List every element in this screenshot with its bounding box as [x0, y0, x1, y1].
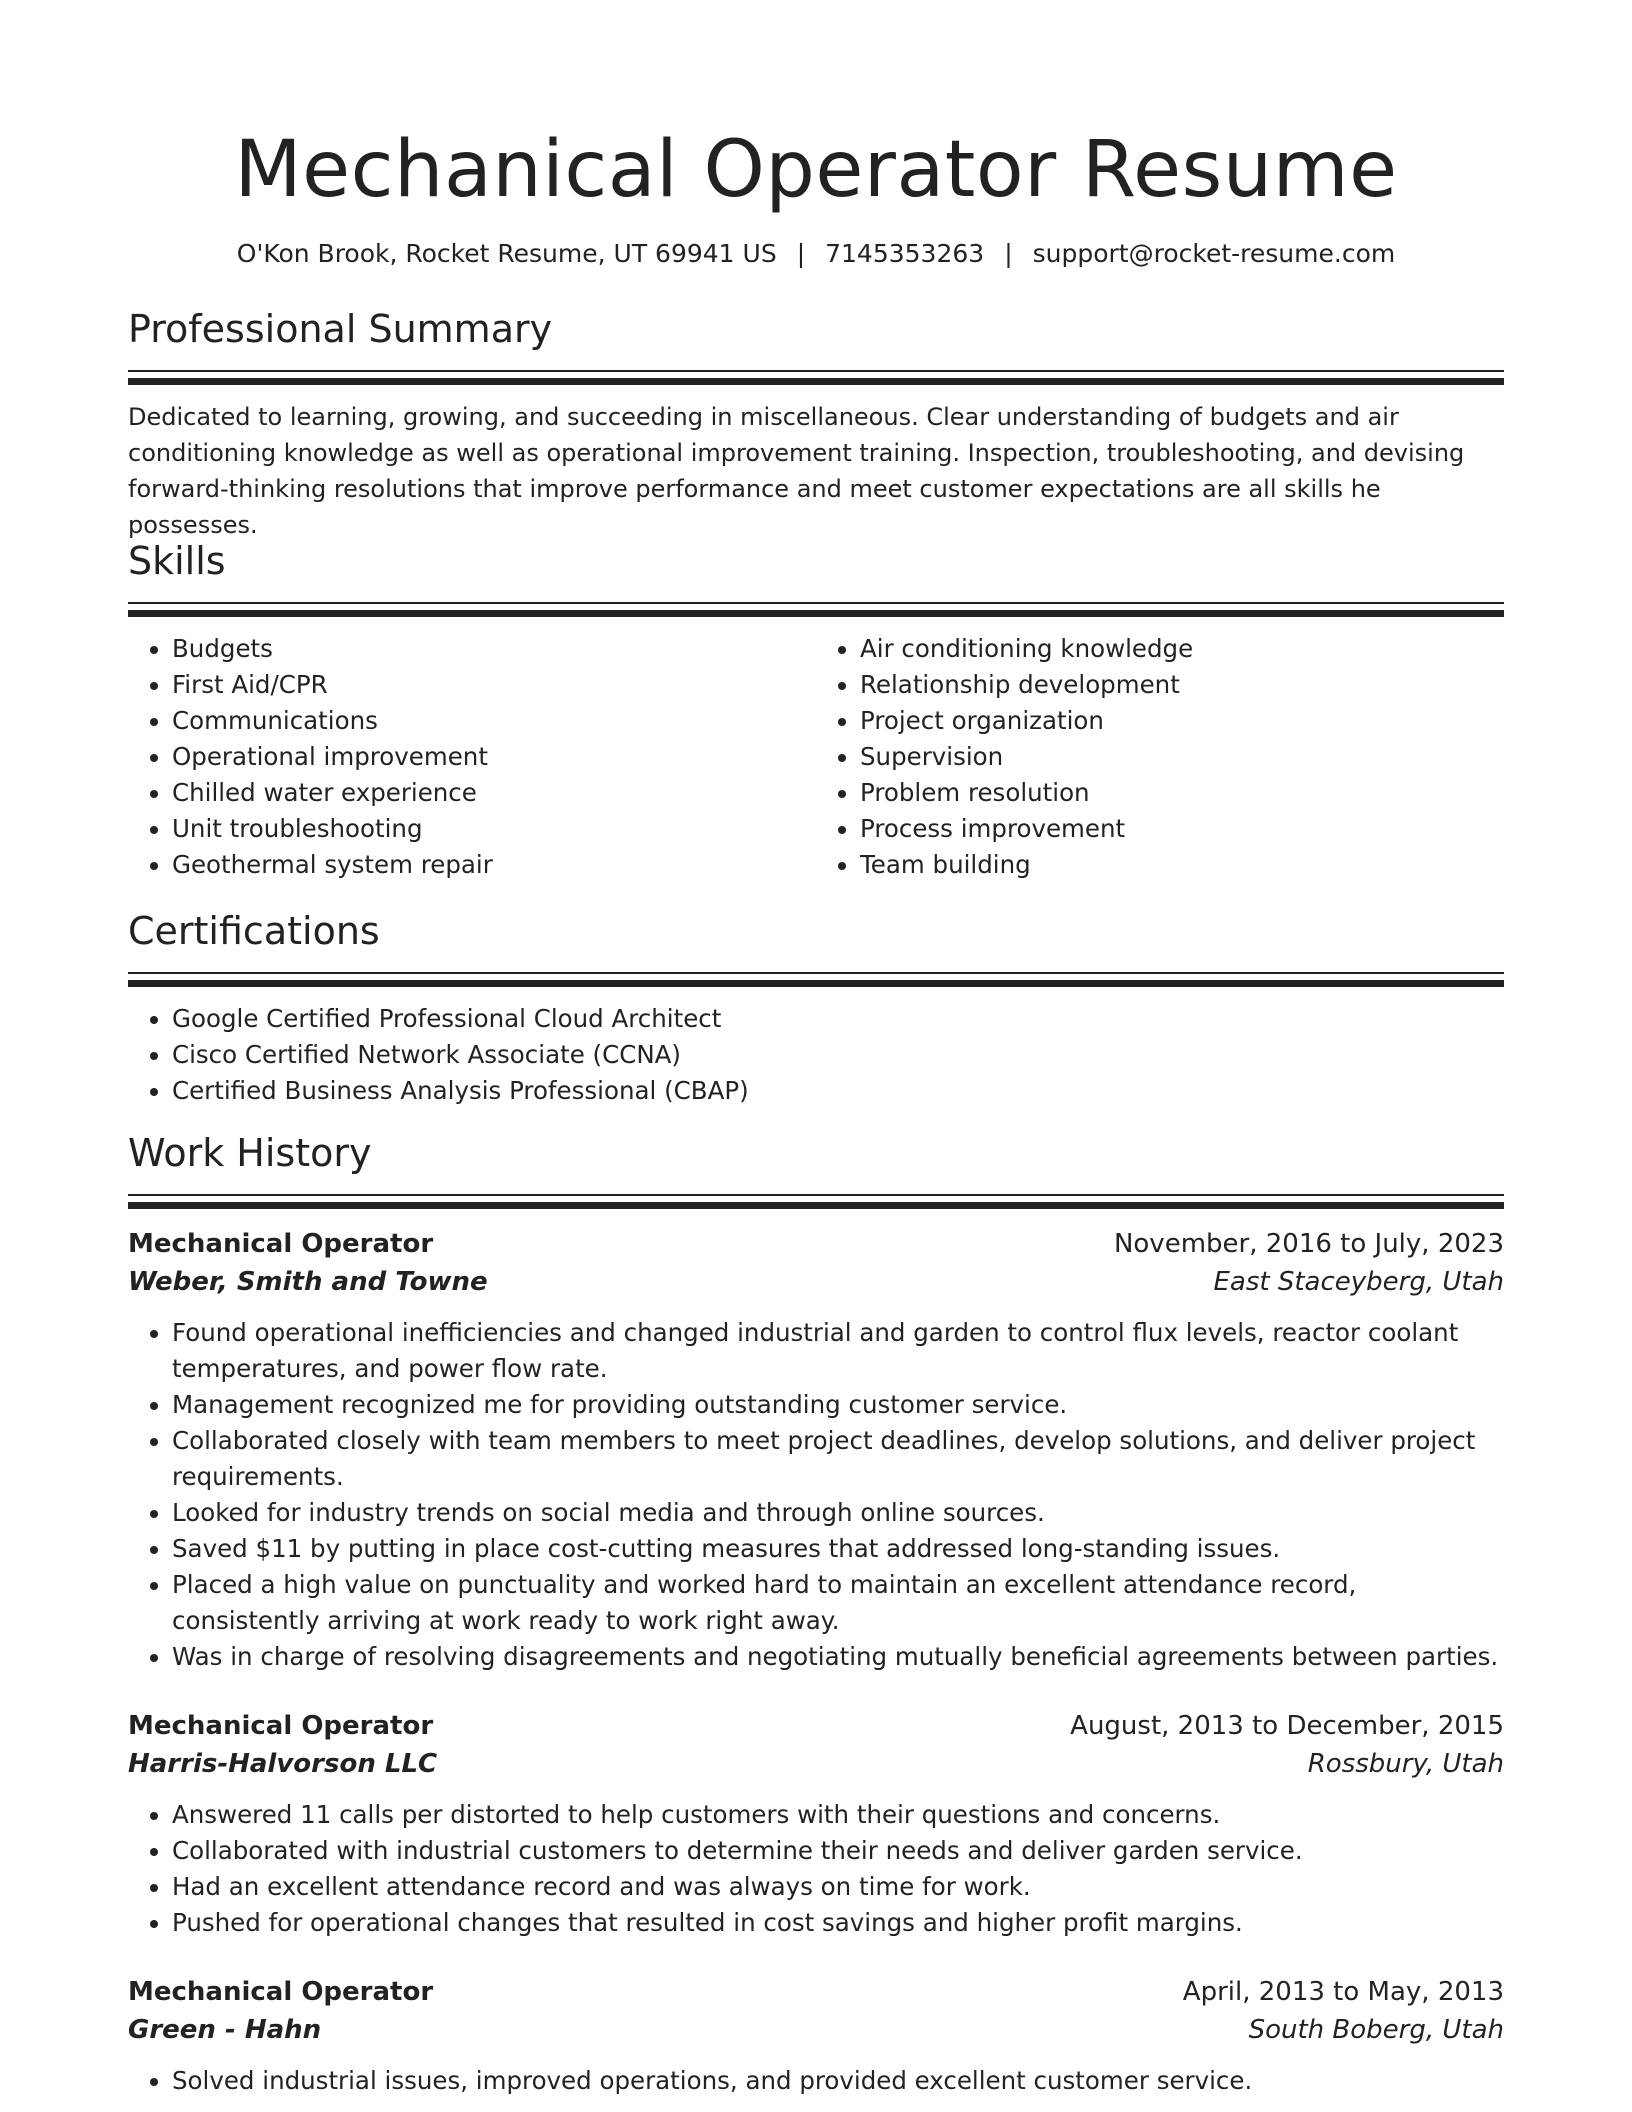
- job-company: Green - Hahn: [128, 2015, 322, 2045]
- job-bullet: • Placed a high value on punctuality and worked hard to maintain an excellent attendance record, consistently arriving at work ready to work right away.: [172, 1567, 1504, 1639]
- job-company: Weber, Smith and Towne: [128, 1267, 488, 1297]
- contact-separator: |: [796, 239, 806, 268]
- section-heading-summary: Professional Summary: [128, 307, 553, 351]
- job-entry: [128, 1225, 1504, 1675]
- skill-item: • Budgets: [172, 631, 816, 667]
- job-subheader: [128, 1745, 1504, 1783]
- job-entry: [128, 1973, 1504, 2099]
- skills-list-right: [816, 631, 1504, 883]
- job-header: [128, 1225, 1504, 1263]
- skill-item: • Communications: [172, 703, 816, 739]
- certification-item: • Cisco Certified Network Associate (CCNA): [172, 1037, 1504, 1073]
- job-bullet: • Saved $11 by putting in place cost-cutting measures that addressed long-standing issues.: [172, 1531, 1504, 1567]
- section-divider: [128, 602, 1504, 617]
- contact-separator: |: [1004, 239, 1013, 268]
- section-heading-work-history: Work History: [128, 1131, 372, 1175]
- job-dates: August, 2013 to December, 2015: [1070, 1711, 1504, 1741]
- skill-item: • Air conditioning knowledge: [860, 631, 1504, 667]
- job-bullets: [128, 1797, 1504, 1941]
- section-divider: [128, 1194, 1504, 1209]
- job-title: Mechanical Operator: [128, 1229, 434, 1259]
- section-divider: [128, 972, 1504, 987]
- job-bullet: • Had an excellent attendance record and was always on time for work.: [172, 1869, 1504, 1905]
- job-location: Rossbury, Utah: [1307, 1749, 1504, 1779]
- job-bullet: • Solved industrial issues, improved operations, and provided excellent customer service.: [172, 2063, 1504, 2099]
- job-title: Mechanical Operator: [128, 1977, 434, 2007]
- contact-email: support@rocket-resume.com: [1032, 239, 1396, 268]
- skill-item: • Relationship development: [860, 667, 1504, 703]
- skill-item: • Operational improvement: [172, 739, 816, 775]
- job-bullet: • Management recognized me for providing outstanding customer service.: [172, 1387, 1504, 1423]
- skill-item: • Team building: [860, 847, 1504, 883]
- work-history-section: [128, 1128, 1504, 2099]
- job-location: East Staceyberg, Utah: [1213, 1267, 1504, 1297]
- skill-item: • Process improvement: [860, 811, 1504, 847]
- skill-item: • Supervision: [860, 739, 1504, 775]
- job-bullet: • Collaborated closely with team members to meet project deadlines, develop solutions, and deliver project requirements.: [172, 1423, 1504, 1495]
- job-bullet: • Pushed for operational changes that resulted in cost savings and higher profit margins.: [172, 1905, 1504, 1941]
- job-bullet: • Collaborated with industrial customers to determine their needs and deliver garden service.: [172, 1833, 1504, 1869]
- job-subheader: [128, 2011, 1504, 2049]
- job-bullet: • Was in charge of resolving disagreements and negotiating mutually beneficial agreements between parties.: [172, 1639, 1504, 1675]
- job-dates: November, 2016 to July, 2023: [1113, 1229, 1504, 1259]
- skill-item: • First Aid/CPR: [172, 667, 816, 703]
- summary-section: [128, 304, 1504, 543]
- job-header: [128, 1973, 1504, 2011]
- job-dates: April, 2013 to May, 2013: [1182, 1977, 1504, 2007]
- job-bullets: [128, 1315, 1504, 1675]
- certifications-list: [128, 1001, 1504, 1109]
- job-bullet: • Answered 11 calls per distorted to help customers with their questions and concerns.: [172, 1797, 1504, 1833]
- job-company: Harris-Halvorson LLC: [128, 1749, 438, 1779]
- skill-item: • Unit troubleshooting: [172, 811, 816, 847]
- skills-list-left: [128, 631, 816, 883]
- job-bullets: [128, 2063, 1504, 2099]
- skills-section: [128, 536, 1504, 883]
- job-bullet: • Looked for industry trends on social media and through online sources.: [172, 1495, 1504, 1531]
- resume-page: [128, 0, 1504, 2095]
- skill-item: • Geothermal system repair: [172, 847, 816, 883]
- job-title: Mechanical Operator: [128, 1711, 434, 1741]
- section-divider: [128, 370, 1504, 385]
- certifications-section: [128, 906, 1504, 1109]
- contact-line: [128, 236, 1504, 272]
- resume-title: Mechanical Operator Resume: [234, 125, 1398, 215]
- section-heading-certifications: Certifications: [128, 909, 380, 953]
- skill-item: • Problem resolution: [860, 775, 1504, 811]
- section-heading-skills: Skills: [128, 539, 226, 583]
- job-bullet: • Found operational inefficiencies and changed industrial and garden to control flux levels, reactor coolant temperatures, and power flow rate.: [172, 1315, 1504, 1387]
- summary-text: Dedicated to learning, growing, and succeeding in miscellaneous. Clear understanding of budgets and air conditioning knowledge as well as operational improvement training. Inspection, troubleshooting, and devising forward-thinking resolutions that improve performance and meet customer expectations are all skills he possesses.: [128, 403, 1465, 539]
- job-entry: [128, 1707, 1504, 1941]
- contact-address: O'Kon Brook, Rocket Resume, UT 69941 US: [236, 239, 777, 268]
- skill-item: • Project organization: [860, 703, 1504, 739]
- certification-item: • Google Certified Professional Cloud Architect: [172, 1001, 1504, 1037]
- certification-item: • Certified Business Analysis Professional (CBAP): [172, 1073, 1504, 1109]
- skills-columns: [128, 631, 1504, 883]
- job-location: South Boberg, Utah: [1248, 2015, 1504, 2045]
- contact-phone: 7145353263: [825, 239, 985, 268]
- job-subheader: [128, 1263, 1504, 1301]
- job-header: [128, 1707, 1504, 1745]
- skill-item: • Chilled water experience: [172, 775, 816, 811]
